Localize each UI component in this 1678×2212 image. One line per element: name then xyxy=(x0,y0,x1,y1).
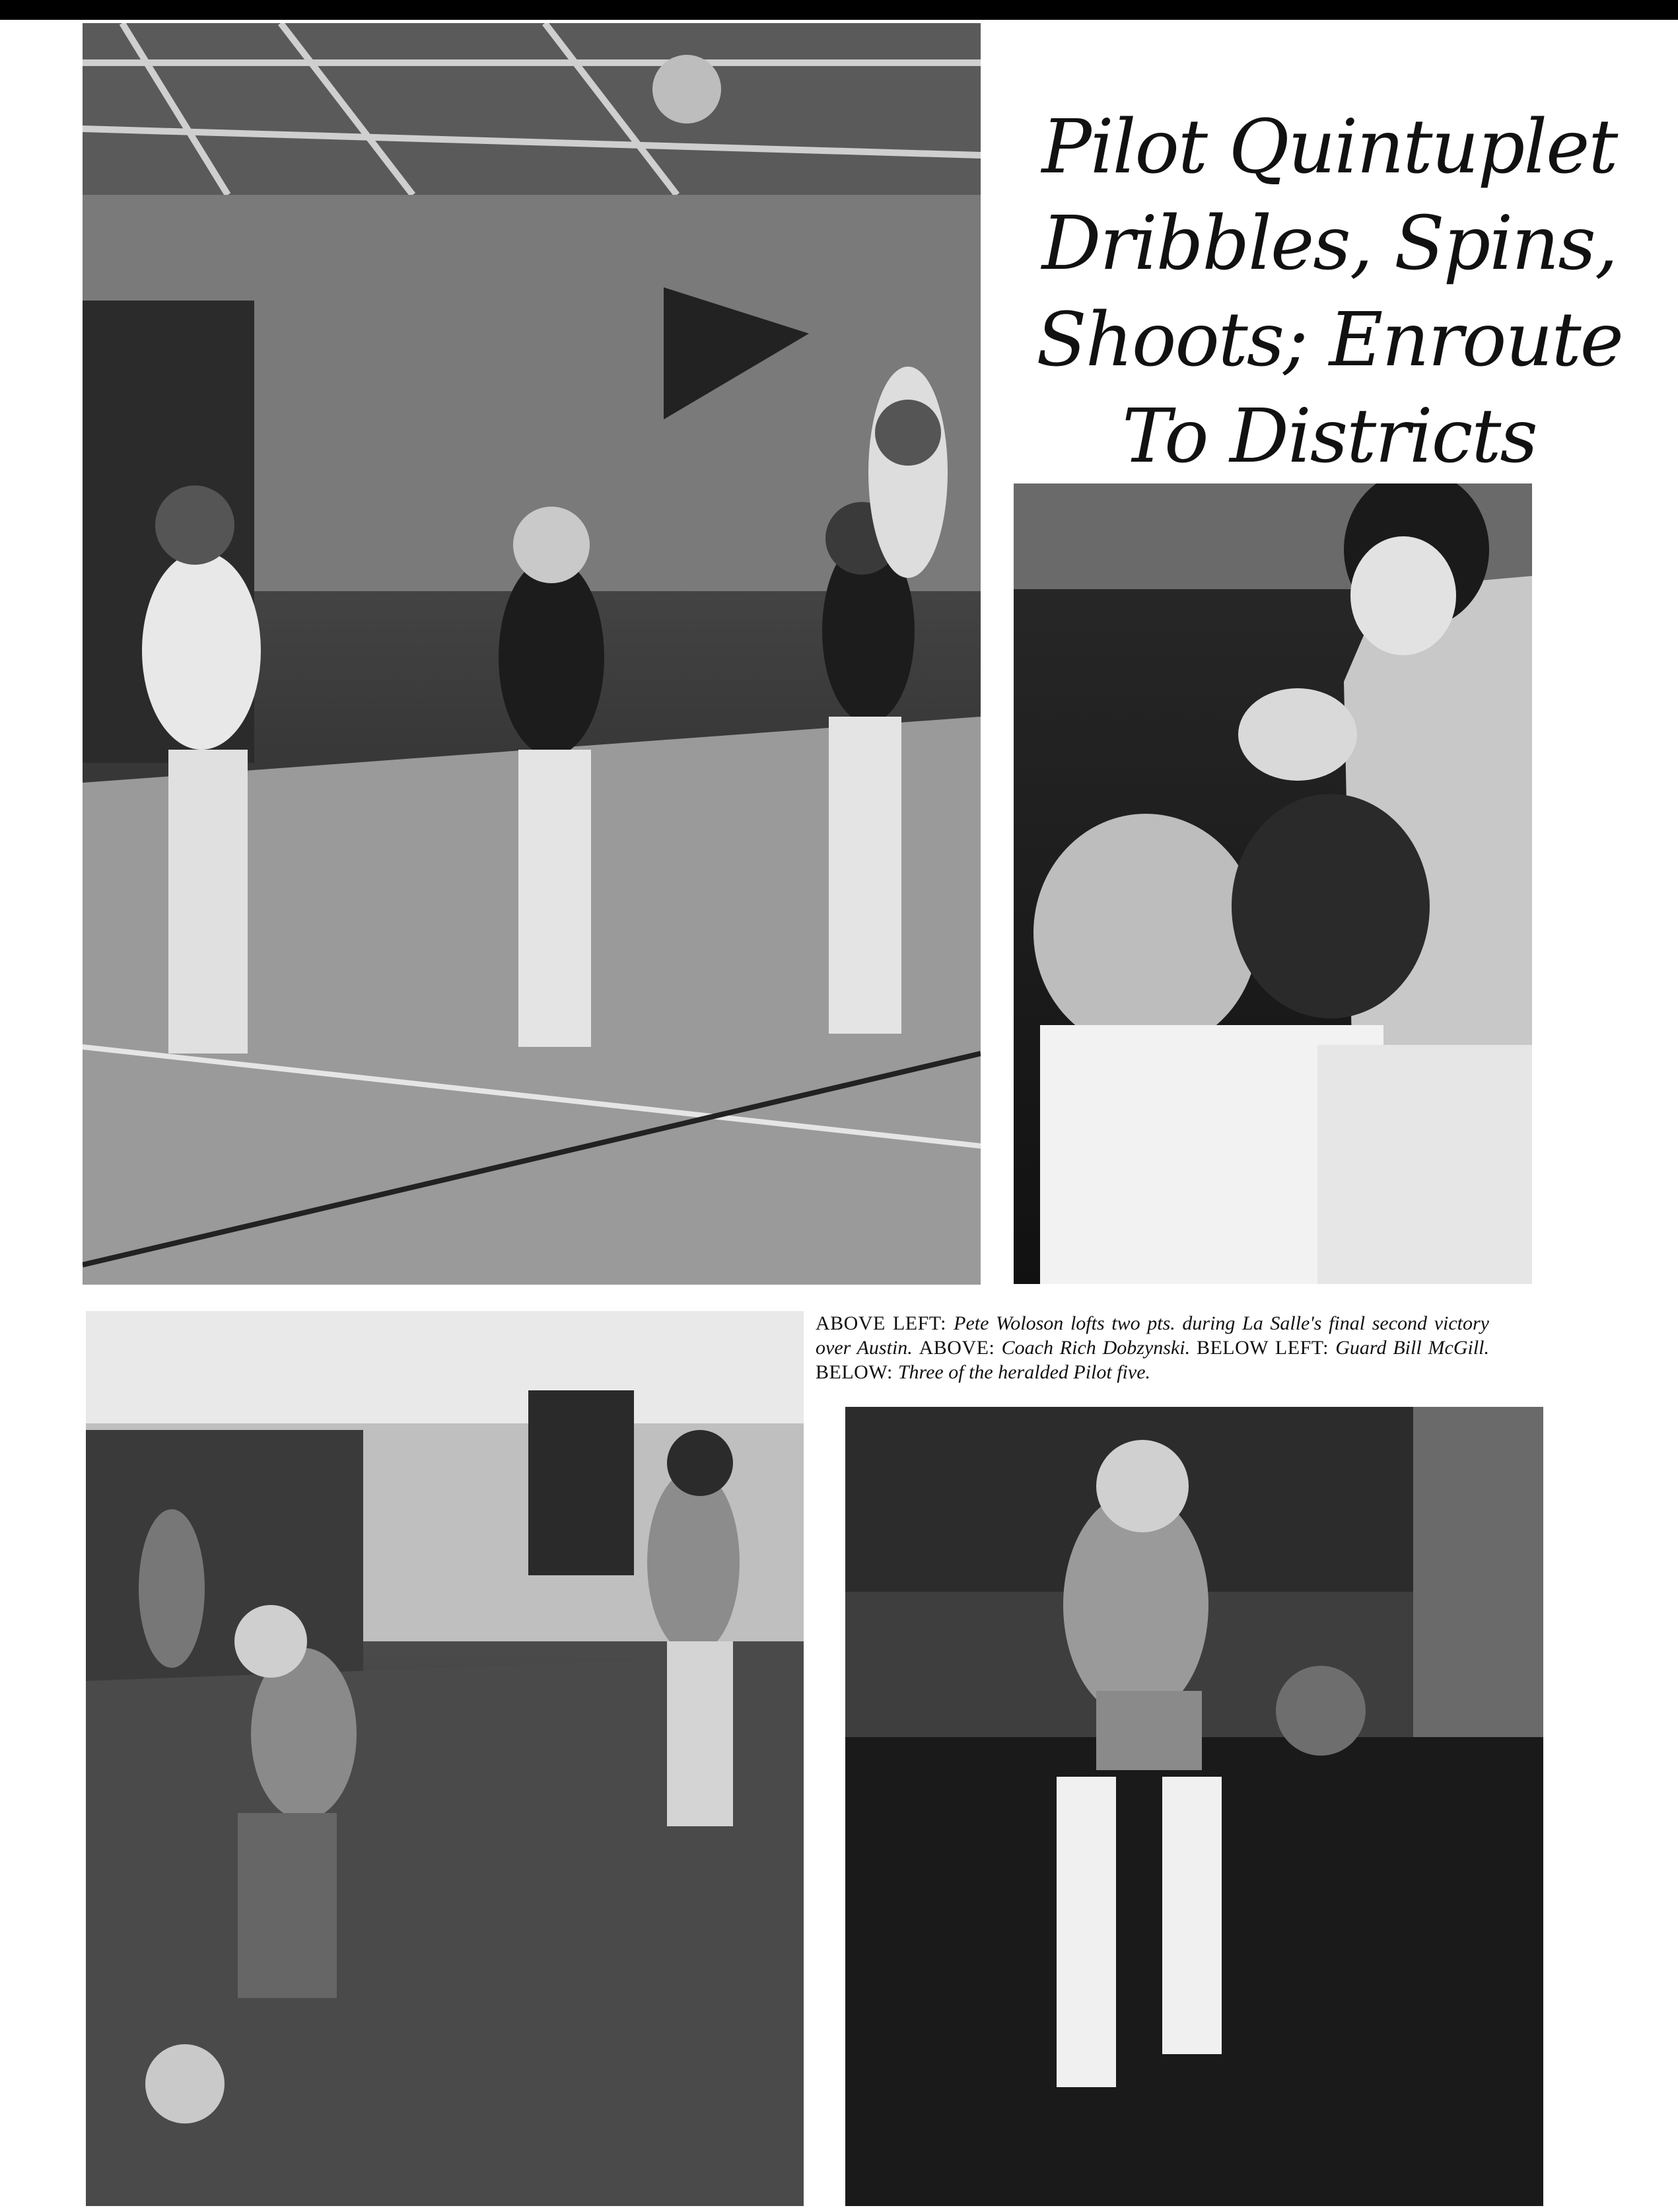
photo-guard-graphic xyxy=(86,1311,804,2206)
caption-above-left-label: ABOVE LEFT: xyxy=(816,1312,954,1334)
caption-below-left-text: Guard Bill McGill. xyxy=(1335,1337,1489,1359)
headline-line-1: Pilot Quintuplet xyxy=(1041,104,1617,190)
caption-above-text: Coach Rich Dobzynski. xyxy=(1001,1337,1197,1359)
photo-layup-action xyxy=(83,23,981,1285)
caption-above-label: ABOVE: xyxy=(919,1337,1002,1359)
caption-below-text: Three of the heralded Pilot five. xyxy=(897,1361,1151,1383)
photo-dribbler xyxy=(845,1407,1543,2206)
headline-line-2: Dribbles, Spins, xyxy=(1041,201,1617,287)
photo-coach xyxy=(1014,483,1532,1284)
photo-caption xyxy=(816,1311,1489,1384)
headline-line-3: Shoots; Enroute xyxy=(1036,297,1623,383)
photo-coach-graphic xyxy=(1014,483,1532,1284)
photo-layup-graphic xyxy=(83,23,981,1285)
caption-above-left-text: Pete Woloson lofts two pts. during La Salle's final second victory over Austin. xyxy=(816,1312,1489,1359)
caption-below-left-label: BELOW LEFT: xyxy=(1196,1337,1336,1359)
top-border-rule xyxy=(0,0,1678,20)
headline-line-4: To Districts xyxy=(1122,394,1537,480)
caption-below-label: BELOW: xyxy=(816,1361,898,1383)
photo-guard xyxy=(86,1311,804,2206)
photo-dribbler-graphic xyxy=(845,1407,1543,2206)
page-headline xyxy=(981,99,1678,485)
